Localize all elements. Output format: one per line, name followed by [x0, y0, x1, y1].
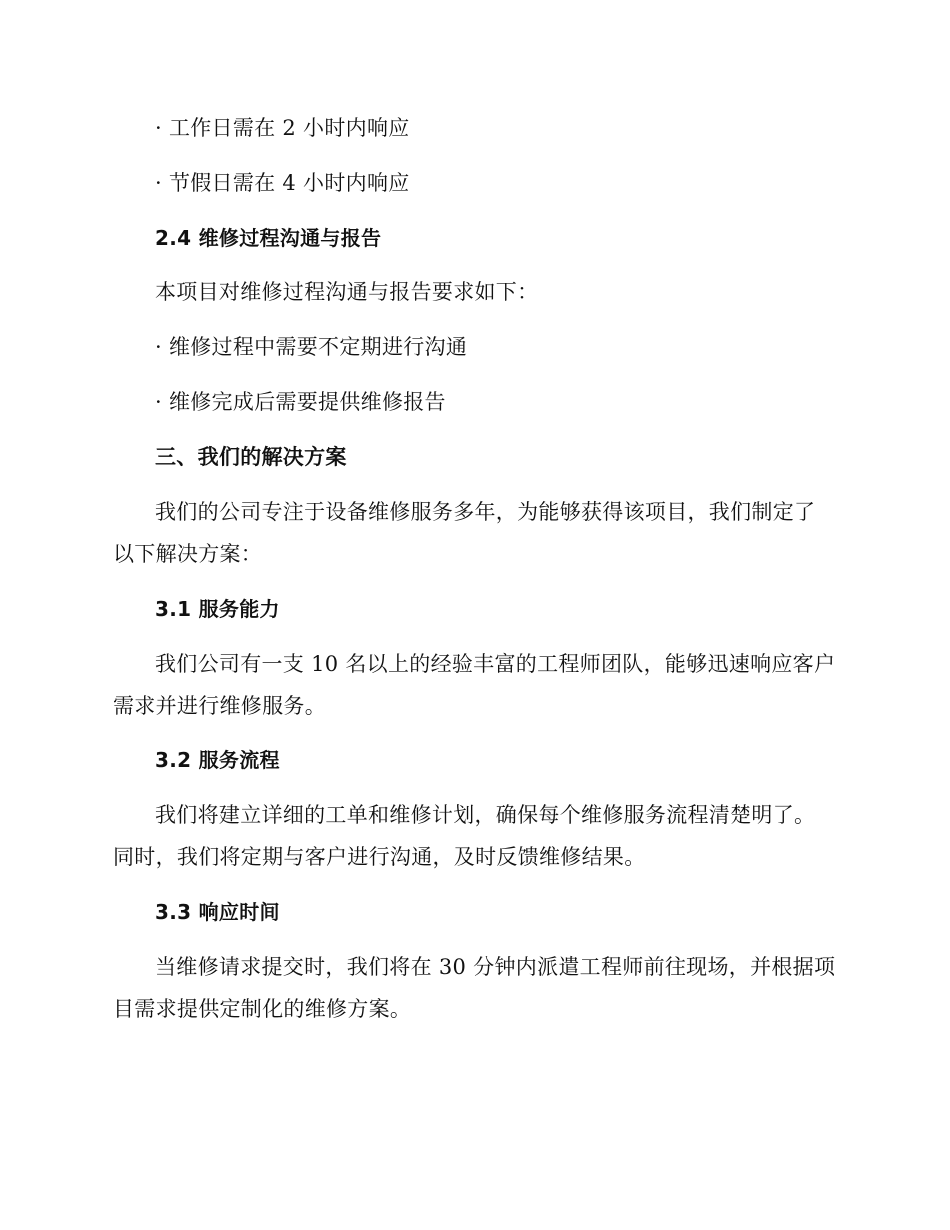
section-3-intro-line1: 我们的公司专注于设备维修服务多年，为能够获得该项目，我们制定了: [155, 500, 816, 524]
section-2-4-heading: 2.4 维修过程沟通与报告: [155, 226, 382, 250]
section-2-4-intro: 本项目对维修过程沟通与报告要求如下：: [155, 280, 539, 304]
bullet-workday-response: · 工作日需在 2 小时内响应: [155, 116, 410, 140]
section-3-3-heading: 3.3 响应时间: [155, 900, 280, 924]
bullet-communication: · 维修过程中需要不定期进行沟通: [155, 335, 468, 359]
section-3-3-line1: 当维修请求提交时，我们将在 30 分钟内派遣工程师前往现场，并根据项: [155, 955, 836, 979]
bullet-holiday-response: · 节假日需在 4 小时内响应: [155, 171, 410, 195]
section-3-3-line2: 目需求提供定制化的维修方案。: [113, 997, 412, 1021]
section-3-1-line2: 需求并进行维修服务。: [113, 694, 326, 718]
section-3-intro-line2: 以下解决方案：: [113, 542, 263, 566]
section-3-2-heading: 3.2 服务流程: [155, 748, 280, 772]
section-3-1-heading: 3.1 服务能力: [155, 597, 280, 621]
bullet-report: · 维修完成后需要提供维修报告: [155, 390, 446, 414]
section-3-1-line1: 我们公司有一支 10 名以上的经验丰富的工程师团队，能够迅速响应客户: [155, 652, 836, 676]
section-3-2-line1: 我们将建立详细的工单和维修计划，确保每个维修服务流程清楚明了。: [155, 803, 816, 827]
section-3-heading: 三、我们的解决方案: [155, 445, 347, 469]
section-3-2-line2: 同时，我们将定期与客户进行沟通，及时反馈维修结果。: [113, 845, 646, 869]
